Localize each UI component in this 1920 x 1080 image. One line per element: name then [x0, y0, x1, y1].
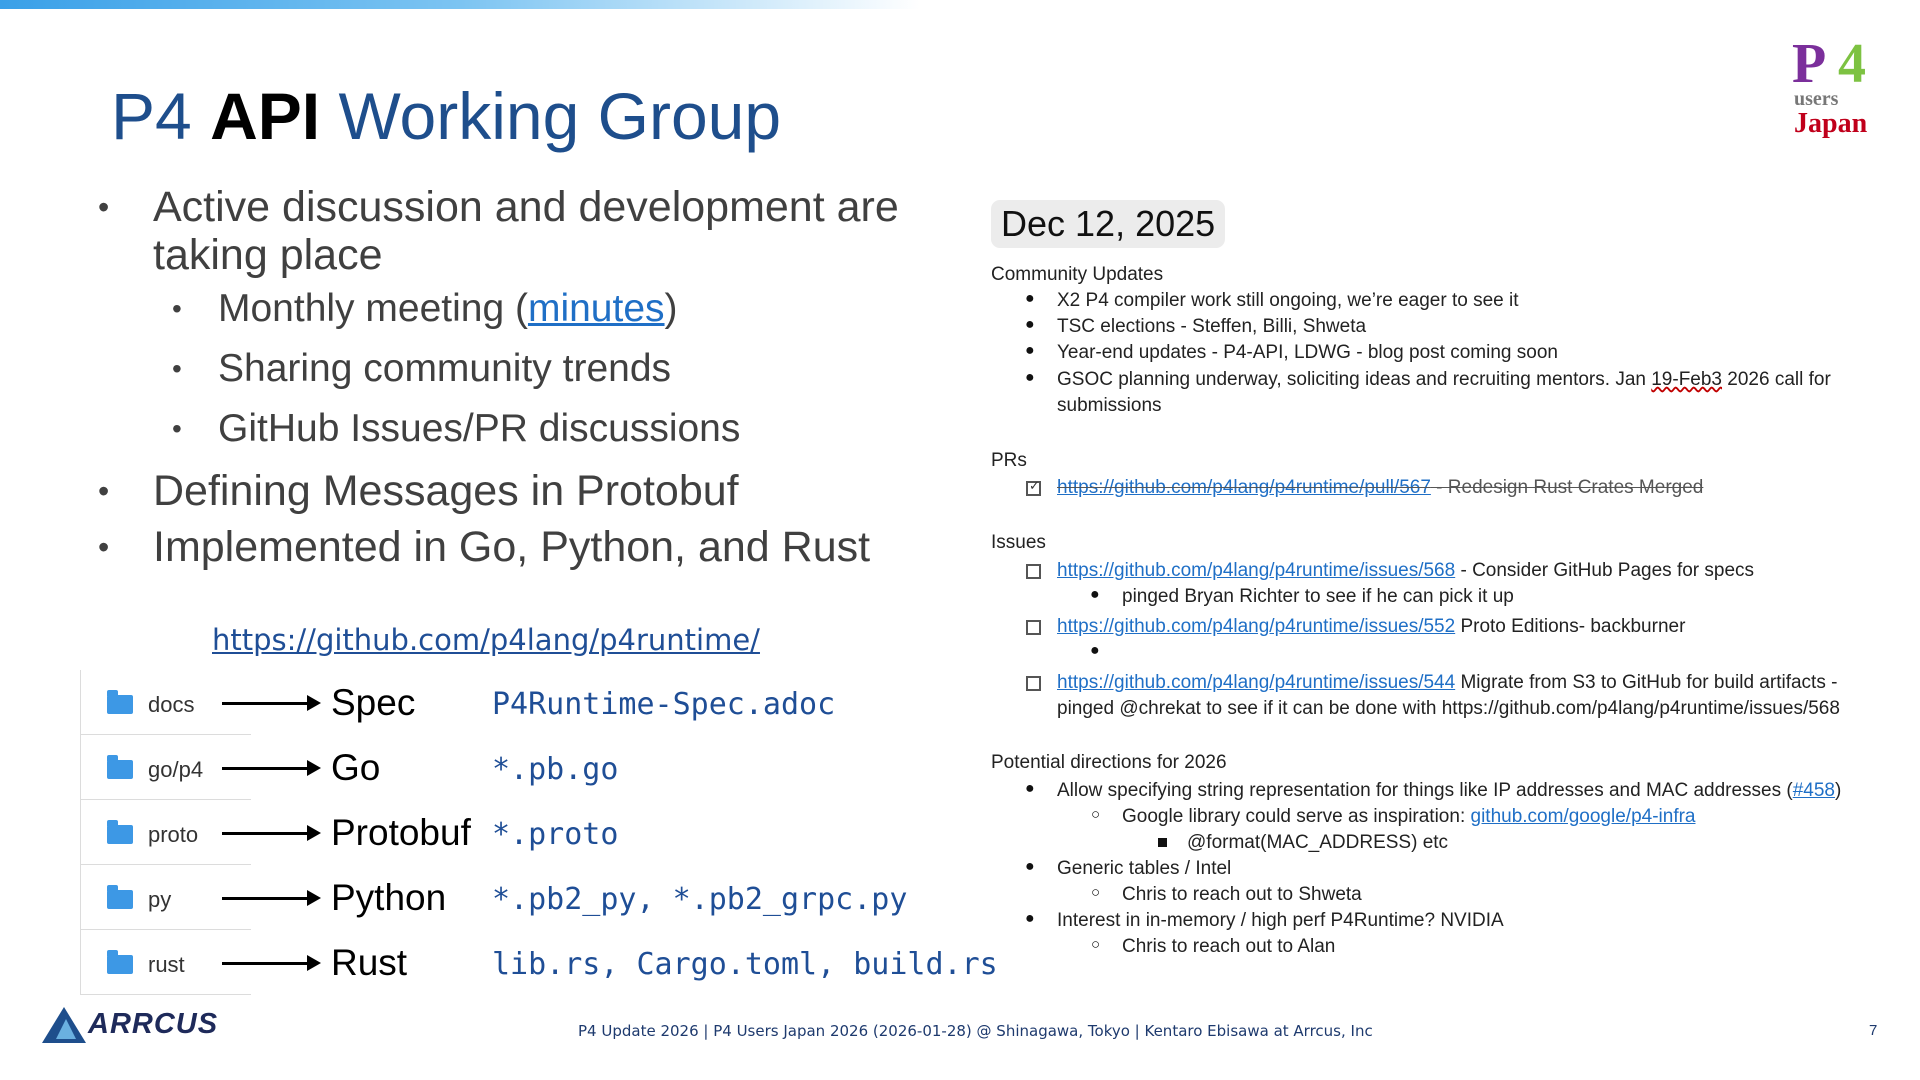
direction-text: Google library could serve as inspiration:	[1122, 806, 1471, 827]
arrcus-logo	[42, 1007, 252, 1047]
folder-files: *.pb2_py, *.pb2_grpc.py	[492, 882, 908, 917]
arrcus-wordmark: ARRCUS	[88, 1008, 219, 1040]
folder-name: py	[148, 887, 172, 912]
folder-language: Spec	[331, 682, 416, 723]
direction-text: Allow specifying string representation for things like IP addresses and MAC addresses (	[1057, 780, 1793, 801]
bullet-active-discussion: • Active discussion and development are taking place	[98, 183, 938, 279]
right-arrow-icon	[222, 897, 310, 900]
arrcus-mark-accent	[56, 1019, 76, 1039]
top-accent-bar	[0, 0, 920, 9]
checkbox[interactable]	[1026, 620, 1041, 635]
gsoc-dates: 19-Feb3	[1651, 369, 1723, 390]
folder-icon	[107, 760, 133, 779]
folder-name: docs	[148, 692, 195, 717]
date-chip[interactable]: Dec 12, 2025	[991, 200, 1225, 248]
community-item: X2 P4 compiler work still ongoing, we’re eager to see it	[1057, 290, 1519, 311]
page-number: 7	[1869, 1022, 1878, 1039]
direction-item	[1057, 778, 1841, 804]
logo-users: users	[1794, 88, 1839, 110]
repo-link[interactable]: https://github.com/p4lang/p4runtime/	[212, 623, 760, 657]
folder-language: Protobuf	[331, 812, 471, 853]
page-title	[111, 78, 781, 154]
bullet-dot: ●	[1025, 316, 1035, 333]
folder-row	[80, 735, 1080, 800]
bullet-protobuf: • Defining Messages in Protobuf	[98, 467, 938, 515]
prs-heading: PRs	[991, 450, 1027, 471]
folder-language: Rust	[331, 942, 408, 983]
issues-heading: Issues	[991, 532, 1046, 553]
pr-text: - Redesign Rust Crates Merged	[1430, 477, 1704, 498]
folder-files: P4Runtime-Spec.adoc	[492, 687, 836, 722]
folder-name: rust	[148, 952, 185, 977]
gsoc-text: GSOC planning underway, soliciting ideas and recruiting mentors. Jan	[1057, 369, 1652, 390]
directions-heading: Potential directions for 2026	[991, 752, 1227, 773]
folder-language: Go	[331, 747, 381, 788]
folder-files: *.pb.go	[492, 752, 619, 787]
bullet-implementations: • Implemented in Go, Python, and Rust	[98, 523, 938, 571]
pr-item	[1057, 475, 1703, 501]
bullet-dot: ●	[1025, 780, 1035, 797]
issue-item	[1057, 558, 1754, 584]
bullet-dot: ●	[1025, 342, 1035, 359]
folder-files: lib.rs, Cargo.toml, build.rs	[492, 947, 998, 982]
checkbox[interactable]	[1026, 564, 1041, 579]
folder-files: *.proto	[492, 817, 619, 852]
folder-name: proto	[148, 822, 199, 847]
footer-text: P4 Update 2026 | P4 Users Japan 2026 (2026-01-28) @ Shinagawa, Tokyo | Kentaro Ebisawa at Arrcus, Inc	[578, 1022, 1373, 1040]
issue-item	[1057, 614, 1685, 640]
folder-icon	[107, 955, 133, 974]
direction-subsubitem: @format(MAC_ADDRESS) etc	[1187, 832, 1449, 853]
folder-icon	[107, 825, 133, 844]
circle-bullet: ○	[1091, 936, 1101, 953]
p4-users-japan-logo	[1788, 33, 1898, 144]
sub-bullet-text: )	[664, 287, 678, 330]
folder-name: go/p4	[148, 757, 204, 782]
circle-bullet: ○	[1091, 806, 1101, 823]
sub-bullet-community-trends: • Sharing community trends	[98, 347, 938, 391]
issue-link[interactable]: https://github.com/p4lang/p4runtime/issues/552	[1057, 616, 1456, 637]
folder-mapping-table	[80, 670, 1080, 995]
bullet-dot: ●	[1090, 642, 1100, 659]
title-api: API	[210, 79, 321, 153]
issue-subitem: pinged Bryan Richter to see if he can pick it up	[1122, 586, 1514, 607]
sub-bullet-github-issues: • GitHub Issues/PR discussions	[98, 407, 938, 451]
issue-text: pinged @chrekat to see if it can be done with https://github.com/p4lang/p4runtime/issues/568	[1057, 698, 1840, 719]
square-bullet	[1158, 838, 1167, 847]
issue-458-link[interactable]: #458	[1792, 780, 1836, 801]
issue-text: Migrate from S3 to GitHub for build artifacts -	[1455, 672, 1838, 693]
community-updates-heading: Community Updates	[991, 264, 1164, 285]
logo-4: 4	[1838, 33, 1866, 95]
direction-item: Generic tables / Intel	[1057, 858, 1232, 879]
right-arrow-icon	[222, 962, 310, 965]
pr-link[interactable]: https://github.com/p4lang/p4runtime/pull/567	[1057, 477, 1431, 498]
direction-item: Interest in in-memory / high perf P4Runtime? NVIDIA	[1057, 910, 1504, 931]
sub-bullet-text: Monthly meeting (	[218, 287, 528, 330]
right-arrow-icon	[222, 767, 310, 770]
direction-subitem: Chris to reach out to Alan	[1122, 936, 1336, 957]
folder-icon	[107, 890, 133, 909]
folder-language: Python	[331, 877, 447, 918]
minutes-link[interactable]: minutes	[527, 287, 665, 330]
bullet-list	[98, 183, 938, 579]
bullet-dot: ●	[1090, 586, 1100, 603]
direction-subitem	[1122, 804, 1696, 830]
issue-link[interactable]: https://github.com/p4lang/p4runtime/issues/544	[1057, 672, 1456, 693]
bullet-dot: ●	[1025, 910, 1035, 927]
folder-row	[80, 930, 1080, 995]
direction-subitem: Chris to reach out to Shweta	[1122, 884, 1362, 905]
community-item: TSC elections - Steffen, Billi, Shweta	[1057, 316, 1367, 337]
title-suffix: Working Group	[320, 79, 782, 153]
folder-icon	[107, 695, 133, 714]
title-prefix: P4	[111, 79, 211, 153]
logo-japan: Japan	[1794, 108, 1868, 139]
folder-row	[80, 670, 1080, 735]
right-arrow-icon	[222, 702, 310, 705]
issue-text: - Consider GitHub Pages for specs	[1455, 560, 1755, 581]
issue-link[interactable]: https://github.com/p4lang/p4runtime/issues/568	[1057, 560, 1456, 581]
issue-item	[1057, 670, 1887, 722]
community-item-gsoc	[1057, 367, 1887, 419]
gsoc-text: 2026 call for	[1722, 369, 1831, 390]
right-arrow-icon	[222, 832, 310, 835]
bullet-dot: ●	[1025, 290, 1035, 307]
bullet-dot: ●	[1025, 858, 1035, 875]
issue-text: Proto Editions- backburner	[1455, 616, 1686, 637]
folder-row	[80, 865, 1080, 930]
p4-infra-link[interactable]: github.com/google/p4-infra	[1470, 806, 1696, 827]
gsoc-text: submissions	[1057, 395, 1162, 416]
sub-bullet-monthly-meeting	[98, 287, 938, 331]
community-item: Year-end updates - P4-API, LDWG - blog post coming soon	[1057, 342, 1558, 363]
circle-bullet: ○	[1091, 884, 1101, 901]
bullet-dot: ●	[1025, 369, 1035, 386]
checkbox[interactable]	[1026, 676, 1041, 691]
logo-p: P	[1792, 33, 1827, 95]
folder-row	[80, 800, 1080, 865]
checked-checkbox[interactable]	[1026, 481, 1041, 496]
direction-text: )	[1835, 780, 1842, 801]
